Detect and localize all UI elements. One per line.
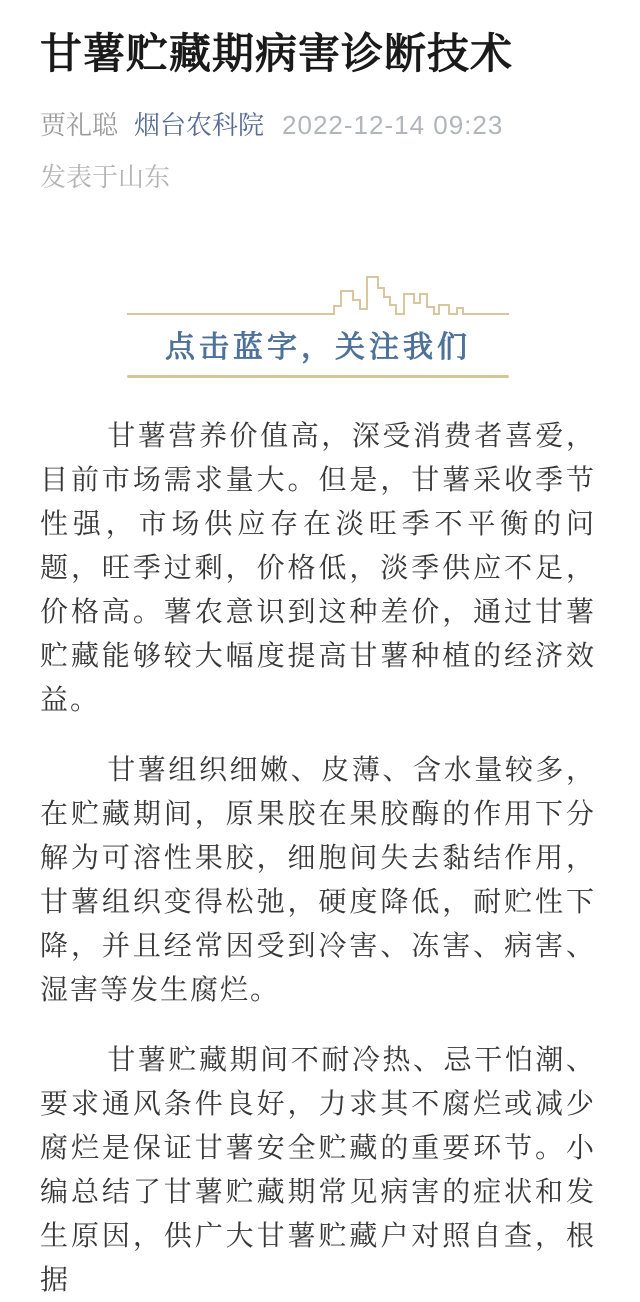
author-name: 贾礼聪 [40,110,119,140]
article-paragraph: 甘薯营养价值高，深受消费者喜爱，目前市场需求量大。但是，甘薯采收季节性强，市场供应存在淡旺季不平衡的问题，旺季过剩，价格低，淡季供应不足，价格高。薯农意识到这种差价，通过甘薯贮藏能够较大幅度提高甘薯种植的经济效益。 [40,420,596,715]
article-title: 甘薯贮藏期病害诊断技术 [40,30,514,77]
article-meta [40,108,596,142]
publish-timestamp: 2022-12-14 09:23 [282,110,504,140]
banner-cta-text: 点击蓝字，关注我们 [165,331,471,364]
publish-location: 发表于山东 [40,162,171,192]
banner-divider [127,375,509,378]
follow-banner-image[interactable] [127,271,509,378]
article-paragraph: 甘薯贮藏期间不耐冷热、忌干怕潮、要求通风条件良好，力求其不腐烂或减少腐烂是保证甘薯安全贮藏的重要环节。小编总结了甘薯贮藏期常见病害的症状和发生原因，供广大甘薯贮藏户对照自查，根据 [40,1044,596,1295]
article-body [40,414,596,1302]
account-name-link[interactable]: 烟台农科院 [134,110,265,140]
article-paragraph: 甘薯组织细嫩、皮薄、含水量较多，在贮藏期间，原果胶在果胶酶的作用下分解为可溶性果胶，细胞间失去黏结作用，甘薯组织变得松弛，硬度降低，耐贮性下降，并且经常因受到冷害、冻害、病害、湿害等发生腐烂。 [40,754,596,1005]
city-skyline-icon [127,271,509,317]
